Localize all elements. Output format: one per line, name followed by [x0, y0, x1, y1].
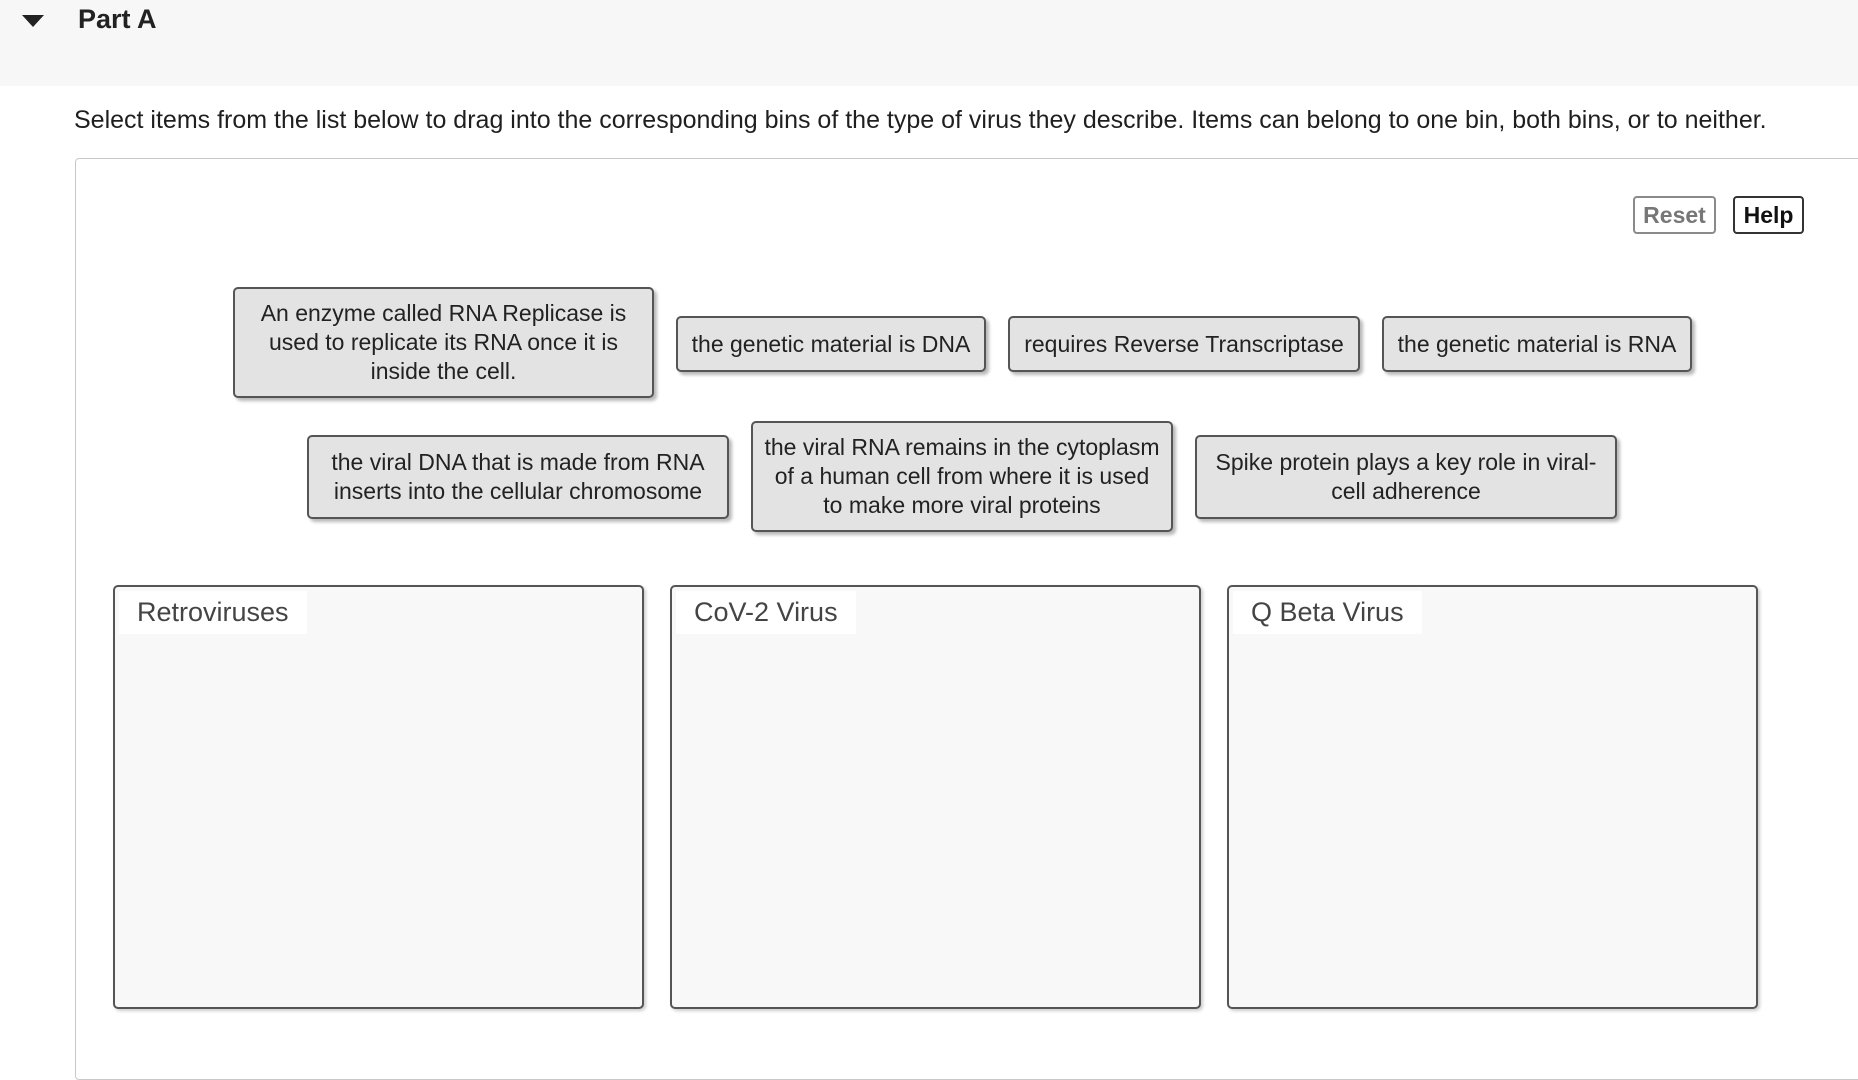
bin-label: Retroviruses [119, 591, 307, 634]
collapse-caret-icon[interactable] [22, 15, 44, 27]
bin-label: Q Beta Virus [1233, 591, 1422, 634]
bin-label: CoV-2 Virus [676, 591, 856, 634]
drag-item-rna-replicase[interactable]: An enzyme called RNA Replicase is used to replicate its RNA once it is inside the cell. [233, 287, 654, 398]
part-title: Part A [78, 4, 157, 34]
drag-item-genetic-material-dna[interactable]: the genetic material is DNA [676, 316, 986, 372]
drag-item-genetic-material-rna[interactable]: the genetic material is RNA [1382, 316, 1692, 372]
drag-item-viral-dna-inserts[interactable]: the viral DNA that is made from RNA inserts into the cellular chromosome [307, 435, 729, 519]
drag-item-viral-rna-cytoplasm[interactable]: the viral RNA remains in the cytoplasm of a human cell from where it is used to make more viral proteins [751, 421, 1173, 532]
part-header [0, 0, 1858, 86]
help-button[interactable]: Help [1733, 196, 1804, 234]
bin-q-beta-virus[interactable] [1227, 585, 1758, 1009]
instructions-text: Select items from the list below to drag into the corresponding bins of the type of virus they describe. Items can belong to one bin, both bins, or to neither. [74, 106, 1767, 134]
bin-cov2-virus[interactable] [670, 585, 1201, 1009]
drag-item-spike-protein[interactable]: Spike protein plays a key role in viral-cell adherence [1195, 435, 1617, 519]
bin-retroviruses[interactable] [113, 585, 644, 1009]
drag-item-reverse-transcriptase[interactable]: requires Reverse Transcriptase [1008, 316, 1360, 372]
reset-button[interactable]: Reset [1633, 196, 1716, 234]
